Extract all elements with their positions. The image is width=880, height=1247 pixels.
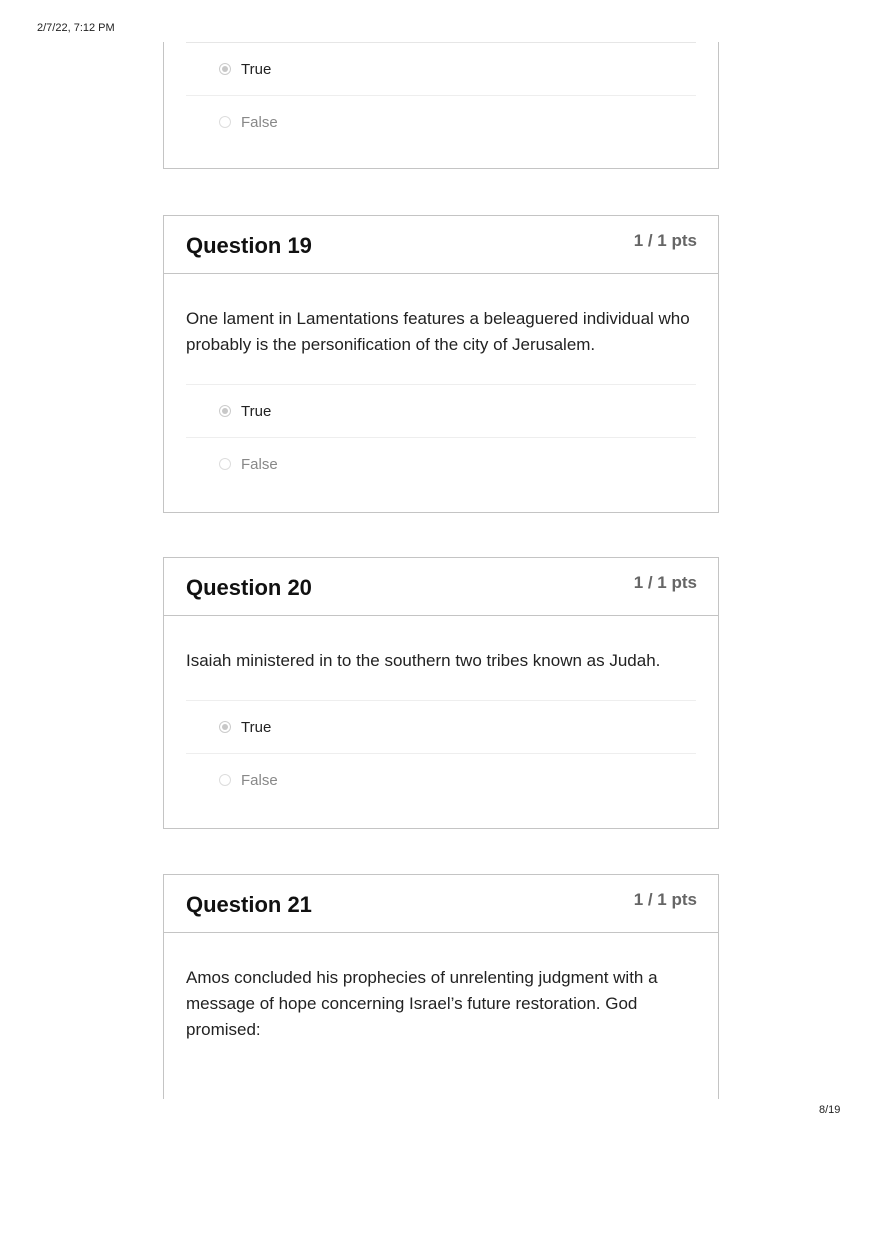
question-header xyxy=(164,558,718,616)
page-number: 8/19 xyxy=(819,1104,841,1116)
answer-label: False xyxy=(241,113,278,131)
question-text: Isaiah ministered in to the southern two tribes known as Judah. xyxy=(186,651,661,670)
answer-option-true[interactable] xyxy=(186,700,696,753)
answer-label: False xyxy=(241,771,278,789)
question-text: One lament in Lamentations features a beleaguered individual who probably is the personification of the city of Jerusalem. xyxy=(186,309,690,354)
question-card-20 xyxy=(163,557,719,829)
radio-unselected-icon[interactable] xyxy=(219,116,231,128)
question-text: Amos concluded his prophecies of unrelenting judgment with a message of hope concerning Israel’s future restoration. God promised: xyxy=(186,968,658,1039)
question-title: Question 21 xyxy=(186,892,312,917)
question-title: Question 20 xyxy=(186,575,312,600)
radio-unselected-icon[interactable] xyxy=(219,458,231,470)
question-header xyxy=(164,875,718,933)
answer-option-false[interactable] xyxy=(186,753,696,806)
radio-selected-icon[interactable] xyxy=(219,721,231,733)
answer-option-true[interactable] xyxy=(186,42,696,95)
question-card-19 xyxy=(163,215,719,513)
answer-label: True xyxy=(241,402,272,420)
question-points: 1 / 1 pts xyxy=(633,573,697,592)
question-points: 1 / 1 pts xyxy=(633,890,697,909)
radio-unselected-icon[interactable] xyxy=(219,774,231,786)
radio-selected-icon[interactable] xyxy=(219,405,231,417)
answer-option-false[interactable] xyxy=(186,437,696,490)
answer-label: True xyxy=(241,718,272,736)
question-header xyxy=(164,216,718,274)
print-timestamp: 2/7/22, 7:12 PM xyxy=(37,22,115,34)
answer-label: True xyxy=(241,60,272,78)
answer-option-true[interactable] xyxy=(186,384,696,437)
question-title: Question 19 xyxy=(186,233,312,258)
answer-label: False xyxy=(241,455,278,473)
question-points: 1 / 1 pts xyxy=(633,231,697,250)
radio-selected-icon[interactable] xyxy=(219,63,231,75)
question-card-previous xyxy=(163,42,719,169)
answer-option-false[interactable] xyxy=(186,95,696,148)
question-card-21 xyxy=(163,874,719,1099)
